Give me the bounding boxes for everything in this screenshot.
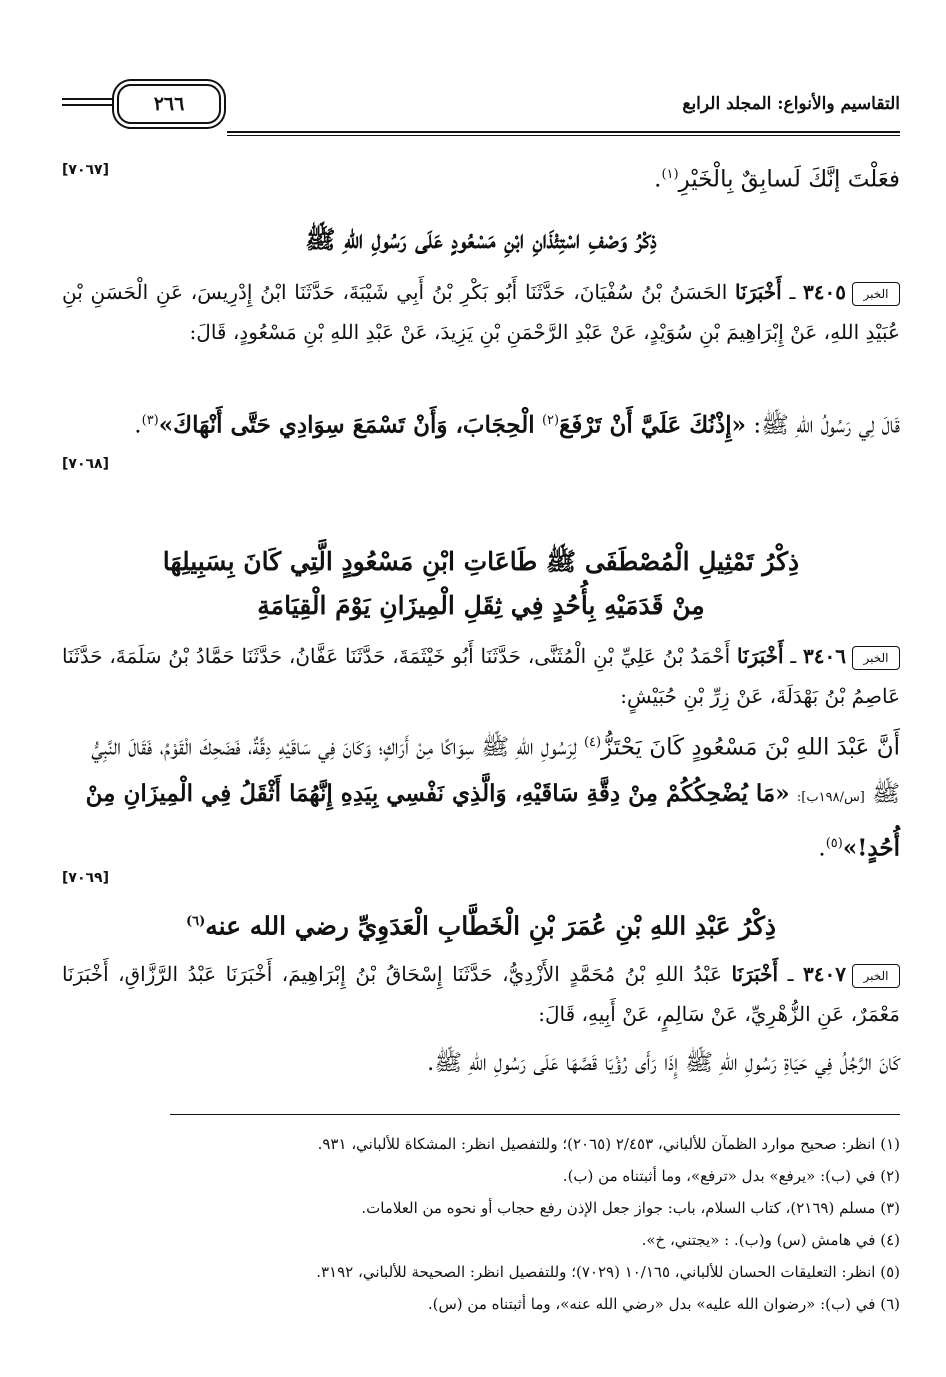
hadith-entry: الخبر٣٤٠٧ ـ أَخْبَرَنَا عَبْدُ اللهِ بْنُ مُحَمَّدٍ الأَزْدِيُّ، حَدَّثَنَا إِسْحَاقُ بْنُ إِبْرَاهِيمَ، أَخْبَرَنَا عَبْدُ الرَّزَّاقِ، أَخْبَرَنَا مَعْمَرٌ، عَنِ الزُّهْرِيِّ، عَنْ سَالِمٍ، عَنْ أَبِيهِ، قَالَ: <box>62 962 900 1026</box>
footnote-marker: (١) <box>661 167 679 182</box>
hadith-entry: الخبر٣٤٠٦ ـ أَخْبَرَنَا أَحْمَدُ بْنُ عَلِيِّ بْنِ الْمُثَنَّى، حَدَّثَنَا أَبُو خَيْثَمَةَ، حَدَّثَنَا عَفَّانُ، حَدَّثَنَا حَمَّادُ بْنُ سَلَمَةَ، حَدَّثَنَا عَاصِمُ بْنُ بَهْدَلَةَ، عَنْ زِرِّ بْنِ حُبَيْشٍ: <box>62 644 900 708</box>
heading-text: ذِكْرُ عَبْدِ اللهِ بْنِ عُمَرَ بْنِ الْخَطَّابِ الْعَدَوِيِّ رضي الله عنه <box>205 911 777 941</box>
hadith-reference: [٧٠٦٩] <box>62 870 109 886</box>
report-badge: الخبر <box>852 282 900 306</box>
hadith-entry: الخبر٣٤٠٥ ـ أَخْبَرَنَا الحَسَنُ بْنُ سُفْيَانَ، حَدَّثَنَا أَبُو بَكْرِ بْنُ أَبِي شَيْبَةَ، حَدَّثَنَا ابْنُ إِدْرِيسَ، عَنِ الْحَسَنِ بْنِ عُبَيْدِ اللهِ، عَنْ إِبْرَاهِيمَ بْنِ سُوَيْدٍ، عَنْ عَبْدِ الرَّحْمَنِ بْنِ يَزِيدَ، عَنْ عَبْدِ اللهِ بْنِ مَسْعُودٍ، قَالَ: <box>62 280 900 344</box>
footnote-3: (٣) مسلم (٢١٦٩)، كتاب السلام، باب: جواز جعل الإذن رفع حجاب أو نحوه من العلامات. <box>361 1199 900 1217</box>
section-heading <box>62 540 900 628</box>
prophetic-saying: «مَا يُضْحِكُكُمْ مِنْ دِقَّةِ سَاقَيْهِ، وَالَّذِي نَفْسِي بِيَدِهِ إِنَّهُمَا أَثْقَلُ فِي الْمِيزَانِ مِنْ أُحُدٍ!» <box>85 779 900 862</box>
matn-text: كَانَ الرَّجُلُ فِي حَيَاةِ رَسُولِ اللهِ ﷺ إِذَا رَأَى رُؤْيَا قَصَّهَا عَلَى رَسُولِ اللهِ ﷺ. <box>427 1050 900 1076</box>
footnote-marker: (٢) <box>541 413 560 428</box>
footnote-4: (٤) في هامش (س) و(ب). : «يجتني، خ». <box>641 1231 900 1249</box>
footnote-marker: (٦) <box>185 914 206 929</box>
page <box>62 70 900 1350</box>
footnote-rule <box>170 1114 900 1115</box>
footnote-marker: (٥) <box>825 835 843 851</box>
matn-middle: لِرَسُولِ اللهِ ﷺ سِوَاكًا مِنْ أَرَاكٍ؛ وَكَانَ فِي سَاقَيْهِ دِقَّةٌ، فَضَحِكَ الْقَوْمُ، فَقَالَ النَّبِيُّ ﷺ <box>91 734 900 807</box>
section-heading <box>62 900 900 948</box>
isnad-text: عَبْدُ اللهِ بْنُ مُحَمَّدٍ الأَزْدِيُّ، حَدَّثَنَا إِسْحَاقُ بْنُ إِبْرَاهِيمَ، أَخْبَرَنَا عَبْدُ الرَّزَّاقِ، أَخْبَرَنَا مَعْمَرٌ، عَنِ الزُّهْرِيِّ، عَنْ سَالِمٍ، عَنْ أَبِيهِ، قَالَ: <box>62 962 900 1026</box>
hadith-number: ٣٤٠٧ <box>803 962 847 986</box>
isnad-text: أَحْمَدُ بْنُ عَلِيِّ بْنِ الْمُثَنَّى، حَدَّثَنَا أَبُو خَيْثَمَةَ، حَدَّثَنَا عَفَّانُ، حَدَّثَنَا حَمَّادُ بْنُ سَلَمَةَ، حَدَّثَنَا عَاصِمُ بْنُ بَهْدَلَةَ، عَنْ زِرِّ بْنِ حُبَيْشٍ: <box>62 644 900 708</box>
prophetic-saying-cont: الْحِجَابَ، وَأَنْ تَسْمَعَ سِوَادِي حَتَّى أَنْهَاكَ» <box>158 411 535 439</box>
header-rule <box>227 131 900 133</box>
running-header <box>62 84 900 124</box>
opening-line: فعَلْتَ إنَّكَ لَسابِقٌ بِالْخَيْرِ$^{(١)}$. [٧٠٦٧] <box>62 162 900 193</box>
header-rule-left-2 <box>62 104 112 106</box>
section-heading <box>62 218 900 262</box>
footnote-2: (٢) في (ب): «يرفع» بدل «ترفع»، وما أثبتناه من (ب). <box>562 1167 900 1185</box>
isnad-text: الحَسَنُ بْنُ سُفْيَانَ، حَدَّثَنَا أَبُو بَكْرِ بْنُ أَبِي شَيْبَةَ، حَدَّثَنَا ابْنُ إِدْرِيسَ، عَنِ الْحَسَنِ بْنِ عُبَيْدِ اللهِ، عَنْ إِبْرَاهِيمَ بْنِ سُوَيْدٍ، عَنْ عَبْدِ الرَّحْمَنِ بْنِ يَزِيدَ، عَنْ عَبْدِ اللهِ بْنِ مَسْعُودٍ، قَالَ: <box>62 280 900 344</box>
footnote-5: (٥) انظر: التعليقات الحسان للألباني، ١٠/١٦٥ (٧٠٢٩)؛ وللتفصيل انظر: الصحيحة للألباني، ٣١٩٢. <box>316 1263 900 1281</box>
matn-intro: قَالَ لِي رَسُولُ اللهِ ﷺ: <box>753 412 900 439</box>
footnote-marker: (٤) <box>583 735 602 750</box>
hadith-number: ٣٤٠٦ <box>803 644 847 668</box>
header-rule-thin <box>227 135 900 136</box>
hadith-matn: قَالَ لِي رَسُولُ اللهِ ﷺ: «إِذْنُكَ عَلَيَّ أَنْ تَرْفَعَ$^{(٢)}$ الْحِجَابَ، وَأَنْ تَسْمَعَ سِوَادِي حَتَّى أَنْهَاكَ»$^{(٣)}$. [٧٠٦٨] <box>62 411 900 472</box>
heading-text: ذِكْرُ وَصْفِ اسْتِئْذَانِ ابْنِ مَسْعُودٍ عَلَى رَسُولِ اللهِ ﷺ <box>305 225 657 254</box>
footnote-1: (١) انظر: صحيح موارد الظمآن للألباني، ٢/٤٥٣ (٢٠٦٥)؛ وللتفصيل انظر: المشكاة للألباني، ٩٣١. <box>317 1135 900 1153</box>
hadith-reference: [٧٠٦٧] <box>62 162 109 178</box>
opening-text: فعَلْتَ إنَّكَ لَسابِقٌ بِالْخَيْرِ <box>678 166 900 193</box>
isnad-lead: أَخْبَرَنَا <box>736 644 784 668</box>
hadith-number: ٣٤٠٥ <box>803 280 847 304</box>
running-title: التقاسيم والأنواع: المجلد الرابع <box>682 94 900 114</box>
heading-line-1: ذِكْرُ تَمْثِيلِ الْمُصْطَفَى ﷺ طَاعَاتِ ابْنِ مَسْعُودٍ الَّتِي كَانَ بِسَبِيلِهَا <box>162 547 800 576</box>
report-badge: الخبر <box>852 646 900 670</box>
page-number: ٢٦٦ <box>117 84 221 124</box>
hadith-matn: أَنَّ عَبْدَ اللهِ بْنَ مَسْعُودٍ كَانَ يَحْتَزُّ$^{(٤)}$ لِرَسُولِ اللهِ ﷺ سِوَاكًا مِنْ أَرَاكٍ؛ وَكَانَ فِي سَاقَيْهِ دِقَّةٌ، فَضَحِكَ الْقَوْمُ، فَقَالَ النَّبِيُّ ﷺ [س/١٩٨ب]: «مَا يُضْحِكُكُمْ مِنْ دِقَّةِ سَاقَيْهِ، وَالَّذِي نَفْسِي بِيَدِهِ إِنَّهُمَا أَثْقَلُ فِي الْمِيزَانِ مِنْ أُحُدٍ!»$^{(٥)}$. [٧٠٦٩] <box>62 734 900 886</box>
prophetic-saying: «إِذْنُكَ عَلَيَّ أَنْ تَرْفَعَ <box>559 411 747 439</box>
header-rule-left <box>62 98 112 100</box>
hadith-matn <box>62 1040 900 1086</box>
footnote-marker: (٣) <box>141 413 159 428</box>
matn-intro: أَنَّ عَبْدَ اللهِ بْنَ مَسْعُودٍ كَانَ يَحْتَزُّ <box>601 734 900 761</box>
manuscript-marker: [س/١٩٨ب]: <box>796 789 865 805</box>
isnad-lead: أَخْبَرَنَا <box>731 962 779 986</box>
heading-line-2: مِنْ قَدَمَيْهِ بِأُحُدٍ فِي ثِقَلِ الْمِيزَانِ يَوْمَ الْقِيَامَةِ <box>257 591 705 620</box>
footnote-6: (٦) في (ب): «رضوان الله عليه» بدل «رضي الله عنه»، وما أثبتناه من (س). <box>427 1295 900 1313</box>
hadith-reference: [٧٠٦٨] <box>62 456 109 472</box>
isnad-lead: أَخْبَرَنَا <box>735 280 782 304</box>
report-badge: الخبر <box>852 964 900 988</box>
footnotes <box>62 1128 900 1320</box>
